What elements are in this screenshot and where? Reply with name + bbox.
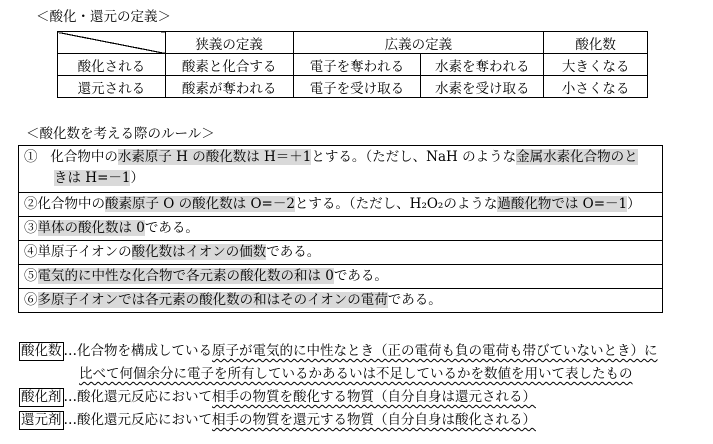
- header-ox-number: 酸化数: [544, 32, 648, 54]
- table-row: [58, 54, 648, 76]
- rule-1-highlight: 金属水素化合物のと: [516, 149, 638, 165]
- cell-broad-electron: 電子を奪われる: [293, 54, 421, 76]
- term-ox-number: 酸化数: [21, 343, 62, 359]
- row-label: 還元される: [58, 76, 166, 98]
- rule-3: [19, 217, 662, 241]
- rule-6: [19, 289, 662, 312]
- definition-text: …酸化還元反応において: [63, 412, 212, 428]
- definition-ox-number: [19, 341, 658, 361]
- definition-ox-number-cont: [79, 364, 633, 384]
- definition-text: …化合物を構成している: [63, 343, 212, 359]
- rule-2-text: ）: [627, 196, 641, 212]
- rule-2-text: とする。（ただし、H₂O₂のような: [294, 196, 498, 212]
- rule-5-text: ⑤: [24, 268, 38, 284]
- table-header-row: [58, 32, 648, 54]
- rule-6-text: ⑥: [24, 292, 38, 308]
- cell-broad-hydrogen: 水素を受け取る: [421, 76, 544, 98]
- rule-2-highlight: 酸素原子 O の酸化数は O=－2: [105, 196, 295, 212]
- rule-5-highlight: 電気的に中性な化合物で各元素の酸化数の和は 0: [37, 268, 334, 284]
- rule-4: [19, 241, 662, 265]
- rule-4-text: ④単原子イオンの: [24, 244, 132, 260]
- cell-narrow: 酸素が奪われる: [165, 76, 293, 98]
- cell-ox-number: 小さくなる: [544, 76, 648, 98]
- definition-underlined: 相手の物質を還元する物質（自分自身は酸化される）: [212, 412, 536, 428]
- rule-2: [19, 193, 662, 217]
- rule-1-number: ①: [24, 149, 38, 165]
- rule-6-highlight: 多原子イオンでは各元素の酸化数の和はそのイオンの電荷: [37, 292, 388, 308]
- cell-narrow: 酸素と化合する: [165, 54, 293, 76]
- table-row: [58, 76, 648, 98]
- row-label: 酸化される: [58, 54, 166, 76]
- rule-5: [19, 265, 662, 289]
- rule-4-text: である。: [266, 244, 321, 260]
- rule-3-text: である。: [144, 220, 199, 236]
- definition-underlined: 相手の物質を酸化する物質（自分自身は還元される）: [212, 389, 536, 405]
- rule-5-text: である。: [333, 268, 388, 284]
- rule-1-highlight: きは H=－1: [54, 170, 131, 186]
- header-narrow: 狭義の定義: [165, 32, 293, 54]
- rule-3-text: ③: [24, 220, 38, 236]
- cell-ox-number: 大きくなる: [544, 54, 648, 76]
- cell-broad-electron: 電子を受け取る: [293, 76, 421, 98]
- rule-1-text: 化合物中の: [50, 149, 118, 165]
- rule-1-highlight: 水素原子 H の酸化数は H＝＋1: [117, 149, 312, 165]
- definition-underlined: 原子が電気的に中性なとき（正の電荷も負の電荷も帯びていないとき）に: [212, 343, 658, 359]
- rule-6-text: である。: [387, 292, 442, 308]
- rule-1-text: とする。（ただし、NaH のような: [311, 149, 517, 165]
- rules-box: [18, 145, 663, 313]
- rule-1: [19, 146, 662, 193]
- definition-reducer: [19, 410, 536, 430]
- rule-2-text: ②化合物中の: [24, 196, 105, 212]
- rule-2-highlight: 過酸化物では O=－1: [497, 196, 628, 212]
- definitions-table: [57, 31, 648, 98]
- term-oxidizer: 酸化剤: [21, 389, 62, 405]
- definition-oxidizer: [19, 387, 536, 407]
- rule-3-highlight: 単体の酸化数は 0: [37, 220, 145, 236]
- definition-text: …酸化還元反応において: [63, 389, 212, 405]
- rule-1-text: ）: [130, 170, 144, 186]
- cell-broad-hydrogen: 水素を奪われる: [421, 54, 544, 76]
- rule-4-highlight: 酸化数はイオンの価数: [131, 244, 267, 260]
- heading-definitions: ＜酸化・還元の定義＞: [36, 9, 171, 25]
- term-reducer: 還元剤: [21, 412, 62, 428]
- diagonal-header-cell: [58, 32, 166, 54]
- definition-underlined: 比べて何個余分に電子を所有しているかあるいは不足しているかを数値を用いて表したもの: [79, 366, 633, 382]
- header-broad: 広義の定義: [293, 32, 544, 54]
- heading-rules: ＜酸化数を考える際のルール＞: [26, 126, 215, 142]
